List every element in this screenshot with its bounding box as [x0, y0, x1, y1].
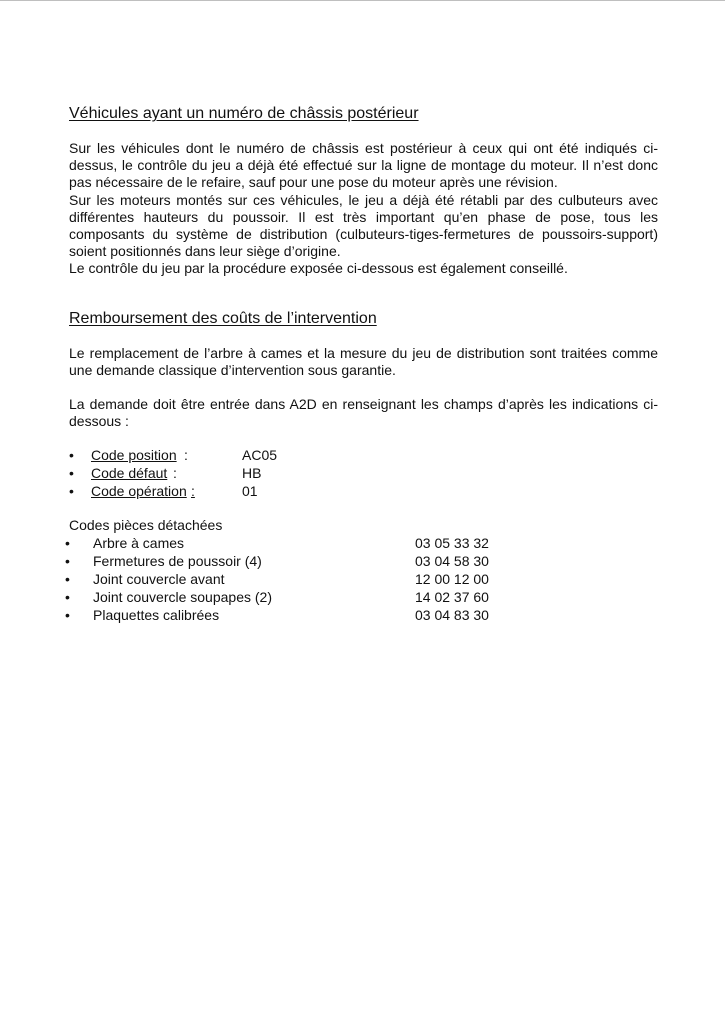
part-reference: 12 00 12 00 — [415, 571, 489, 587]
page-top-border — [0, 0, 725, 1]
part-name: Joint couvercle avant — [93, 571, 225, 587]
code-label: Code position — [91, 447, 177, 463]
paragraph-line: Sur les moteurs montés sur ces véhicules, le jeu a déjà été rétabli par des culbuteurs avec différentes hauteurs du poussoir. Il est très important qu’en phase de pose, tous les composants du système de distribution (culbuteurs-tiges-fermetures de poussoirs-support) soient positionnés dans leur siège d’origine. — [69, 191, 658, 260]
part-name: Plaquettes calibrées — [93, 607, 220, 623]
part-reference: 03 05 33 32 — [415, 535, 489, 551]
part-name: Fermetures de poussoir (4) — [93, 553, 262, 569]
list-item — [65, 588, 565, 606]
code-value: HB — [242, 465, 262, 481]
paragraph-remplacement: Le remplacement de l’arbre à cames et la mesure du jeu de distribution sont traitées comme une demande classique d’intervention sous garantie. — [69, 345, 658, 379]
part-name: Joint couvercle soupapes (2) — [93, 589, 272, 605]
part-name: Arbre à cames — [93, 535, 185, 551]
list-item — [65, 552, 565, 570]
code-value: 01 — [242, 483, 258, 499]
paragraph-chassis — [69, 140, 658, 278]
code-suffix: : — [191, 483, 195, 499]
list-item — [65, 534, 565, 552]
bullet-icon: • — [65, 571, 70, 587]
code-label: Code opération — [91, 483, 187, 499]
code-suffix: : — [184, 447, 188, 463]
bullet-icon: • — [69, 447, 74, 463]
section-heading-remboursement: Remboursement des coûts de l’intervention — [69, 310, 377, 327]
parts-list — [65, 534, 565, 624]
bullet-icon: • — [65, 535, 70, 551]
list-item — [69, 446, 658, 464]
paragraph-demande-a2d: La demande doit être entrée dans A2D en renseignant les champs d’après les indications ci-dessous : — [69, 396, 658, 430]
list-item — [65, 606, 565, 624]
paragraph-line: Le contrôle du jeu par la procédure exposée ci-dessous est également conseillé. — [69, 260, 568, 277]
part-reference: 03 04 58 30 — [415, 553, 489, 569]
paragraph-line: Sur les véhicules dont le numéro de châssis est postérieur à ceux qui ont été indiqués ci-dessus, le contrôle du jeu a déjà été effectué sur la ligne de montage du moteur. Il n’est donc pas nécessaire de le refaire, sauf pour une pose du moteur après une révision. — [69, 140, 658, 191]
bullet-icon: • — [69, 465, 74, 481]
codes-list — [69, 446, 658, 500]
parts-title: Codes pièces détachées — [69, 517, 223, 533]
list-item — [69, 464, 658, 482]
list-item — [65, 570, 565, 588]
bullet-icon: • — [65, 607, 70, 623]
part-reference: 03 04 83 30 — [415, 607, 489, 623]
list-item — [69, 482, 658, 500]
code-label: Code défaut — [91, 465, 168, 481]
section-heading-chassis: Véhicules ayant un numéro de châssis postérieur — [69, 105, 419, 122]
bullet-icon: • — [65, 589, 70, 605]
code-value: AC05 — [242, 447, 278, 463]
bullet-icon: • — [65, 553, 70, 569]
bullet-icon: • — [69, 483, 74, 499]
part-reference: 14 02 37 60 — [415, 589, 489, 605]
code-suffix: : — [173, 465, 177, 481]
